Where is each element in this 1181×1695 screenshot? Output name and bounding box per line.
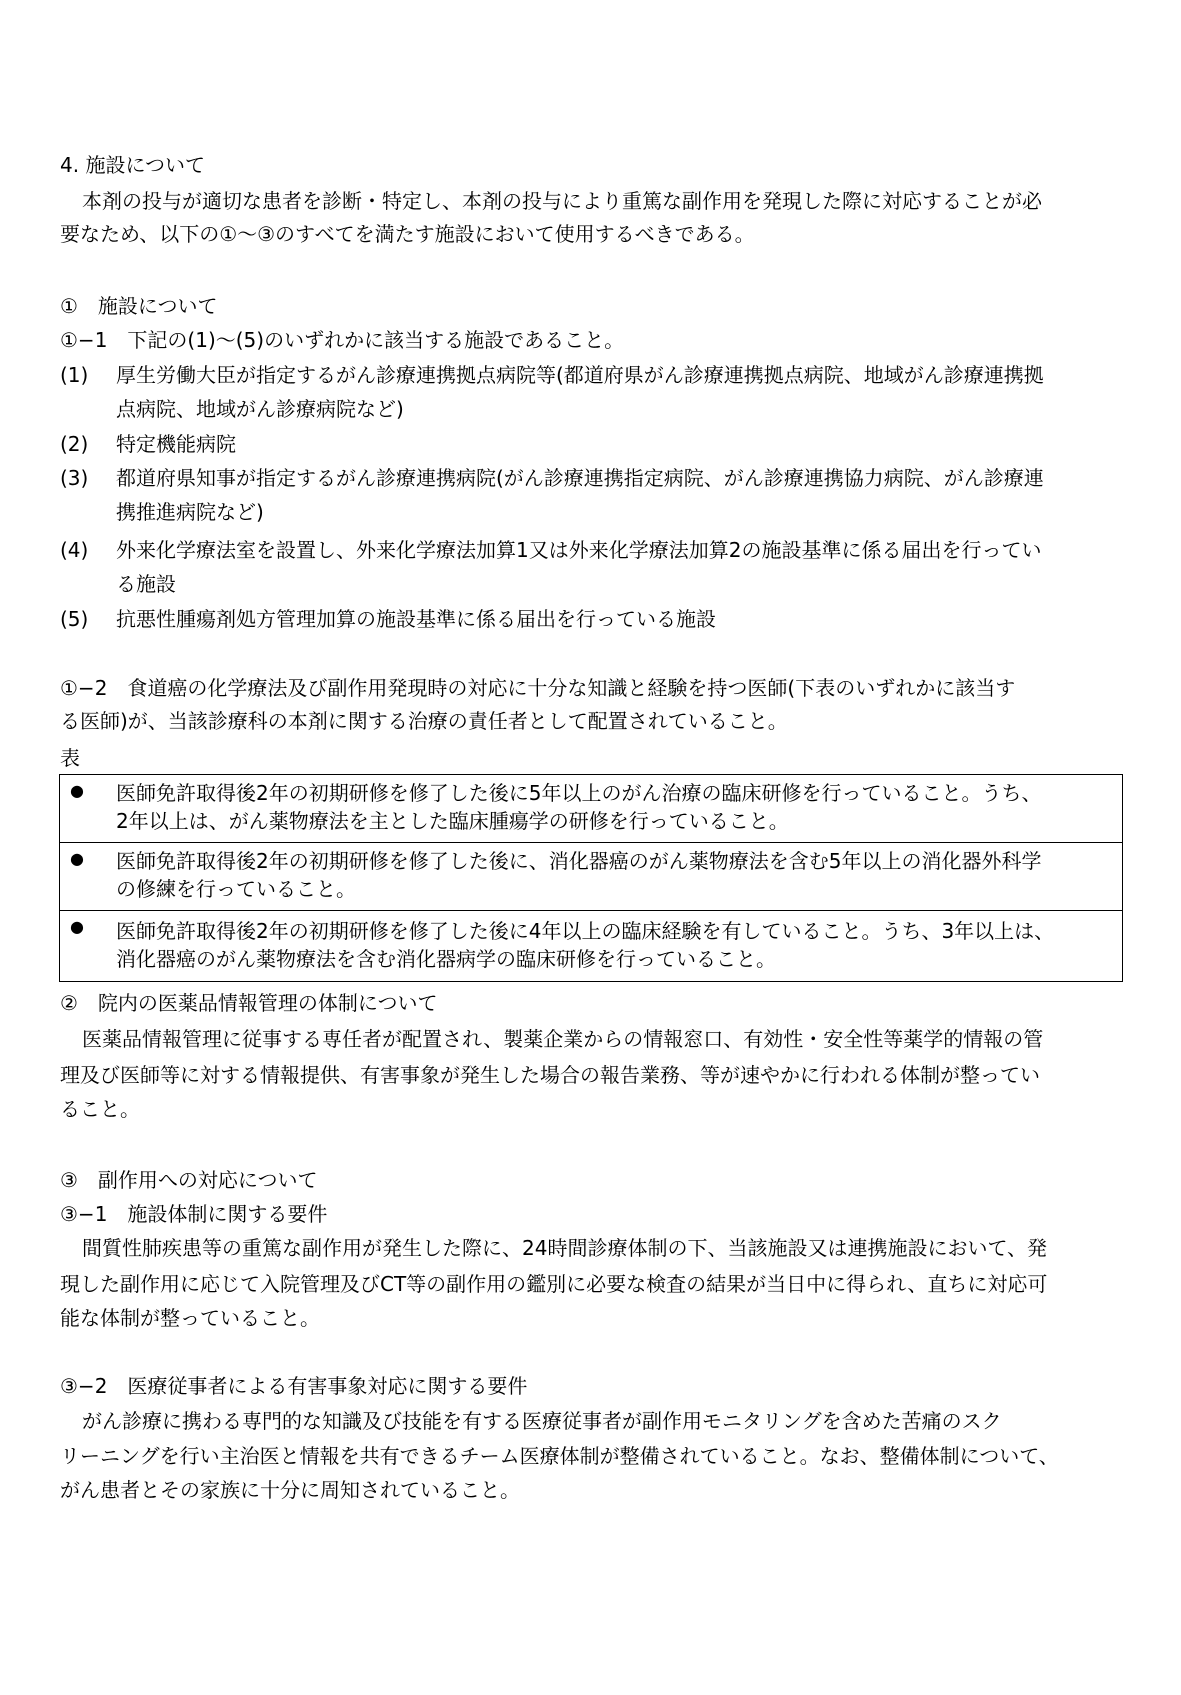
paragraph-line: ること。	[60, 1097, 140, 1121]
list-item-text: 点病院、地域がん診療病院など)	[116, 397, 404, 421]
section-3-heading: ③ 副作用への対応について	[60, 1168, 318, 1192]
paragraph-line: 本剤の投与が適切な患者を診断・特定し、本剤の投与により重篤な副作用を発現した際に対応することが必	[82, 189, 1042, 213]
paragraph-line: がん診療に携わる専門的な知識及び技能を有する医療従事者が副作用モニタリングを含めた苦痛のスク	[82, 1409, 1002, 1433]
paragraph-line: 現した副作用に応じて入院管理及びCT等の副作用の鑑別に必要な検査の結果が当日中に得られ、直ちに対応可	[60, 1272, 1048, 1296]
bullet-icon: ●	[70, 849, 84, 868]
section-1-heading: ① 施設について	[60, 294, 218, 318]
table-cell-line: の修練を行っていること。	[116, 877, 356, 901]
paragraph-line: 間質性肺疾患等の重篤な副作用が発生した際に、24時間診療体制の下、当該施設又は連携施設において、発	[82, 1236, 1048, 1260]
list-item-number: (1)	[60, 363, 89, 387]
table-cell-line: 2年以上は、がん薬物療法を主とした臨床腫瘍学の研修を行っていること。	[116, 809, 789, 833]
paragraph-line: 医薬品情報管理に従事する専任者が配置され、製薬企業からの情報窓口、有効性・安全性等薬学的情報の管	[82, 1027, 1044, 1051]
paragraph-line: リーニングを行い主治医と情報を共有できるチーム医療体制が整備されていること。なお、整備体制について、	[60, 1444, 1059, 1468]
section-4-heading: 4. 施設について	[60, 153, 206, 177]
table-row	[60, 911, 1122, 981]
paragraph-line: 理及び医師等に対する情報提供、有害事象が発生した場合の報告業務、等が速やかに行われる体制が整ってい	[60, 1063, 1040, 1087]
table-cell-line: 医師免許取得後2年の初期研修を修了した後に4年以上の臨床経験を有していること。うち、3年以上は、	[116, 919, 1055, 943]
table-row	[60, 775, 1122, 843]
table-label: 表	[60, 746, 80, 770]
section-2-heading: ② 院内の医薬品情報管理の体制について	[60, 991, 438, 1015]
bullet-icon: ●	[70, 917, 84, 936]
paragraph-line: ①−2 食道癌の化学療法及び副作用発現時の対応に十分な知識と経験を持つ医師(下表のいずれかに該当す	[60, 676, 1016, 700]
list-item-text: 特定機能病院	[116, 432, 236, 456]
subsection-1-1-heading: ①−1 下記の(1)～(5)のいずれかに該当する施設であること。	[60, 328, 625, 352]
list-item-text: 抗悪性腫瘍剤処方管理加算の施設基準に係る届出を行っている施設	[116, 607, 716, 631]
list-item-text: 厚生労働大臣が指定するがん診療連携拠点病院等(都道府県がん診療連携拠点病院、地域がん診療連携拠	[116, 363, 1044, 387]
list-item-number: (2)	[60, 432, 89, 456]
paragraph-line: 能な体制が整っていること。	[60, 1306, 320, 1330]
list-item-text: 外来化学療法室を設置し、外来化学療法加算1又は外来化学療法加算2の施設基準に係る届出を行ってい	[116, 538, 1042, 562]
physician-requirements-table	[59, 774, 1123, 982]
subsection-3-1-heading: ③−1 施設体制に関する要件	[60, 1202, 328, 1226]
subsection-3-2-heading: ③−2 医療従事者による有害事象対応に関する要件	[60, 1374, 528, 1398]
list-item-number: (4)	[60, 538, 89, 562]
table-cell-line: 消化器癌のがん薬物療法を含む消化器病学の臨床研修を行っていること。	[116, 947, 776, 971]
list-item-text: 都道府県知事が指定するがん診療連携病院(がん診療連携指定病院、がん診療連携協力病院、がん診療連	[116, 466, 1044, 490]
table-cell-line: 医師免許取得後2年の初期研修を修了した後に5年以上のがん治療の臨床研修を行っていること。うち、	[116, 781, 1042, 805]
bullet-icon: ●	[70, 781, 84, 800]
table-cell-line: 医師免許取得後2年の初期研修を修了した後に、消化器癌のがん薬物療法を含む5年以上の消化器外科学	[116, 849, 1042, 873]
paragraph-line: がん患者とその家族に十分に周知されていること。	[60, 1478, 520, 1502]
list-item-number: (5)	[60, 607, 89, 631]
list-item-number: (3)	[60, 466, 89, 490]
list-item-text: る施設	[116, 572, 176, 596]
list-item-text: 携推進病院など)	[116, 500, 264, 524]
paragraph-line: 要なため、以下の①～③のすべてを満たす施設において使用するべきである。	[60, 222, 755, 246]
paragraph-line: る医師)が、当該診療科の本剤に関する治療の責任者として配置されていること。	[60, 709, 788, 733]
table-row	[60, 843, 1122, 911]
